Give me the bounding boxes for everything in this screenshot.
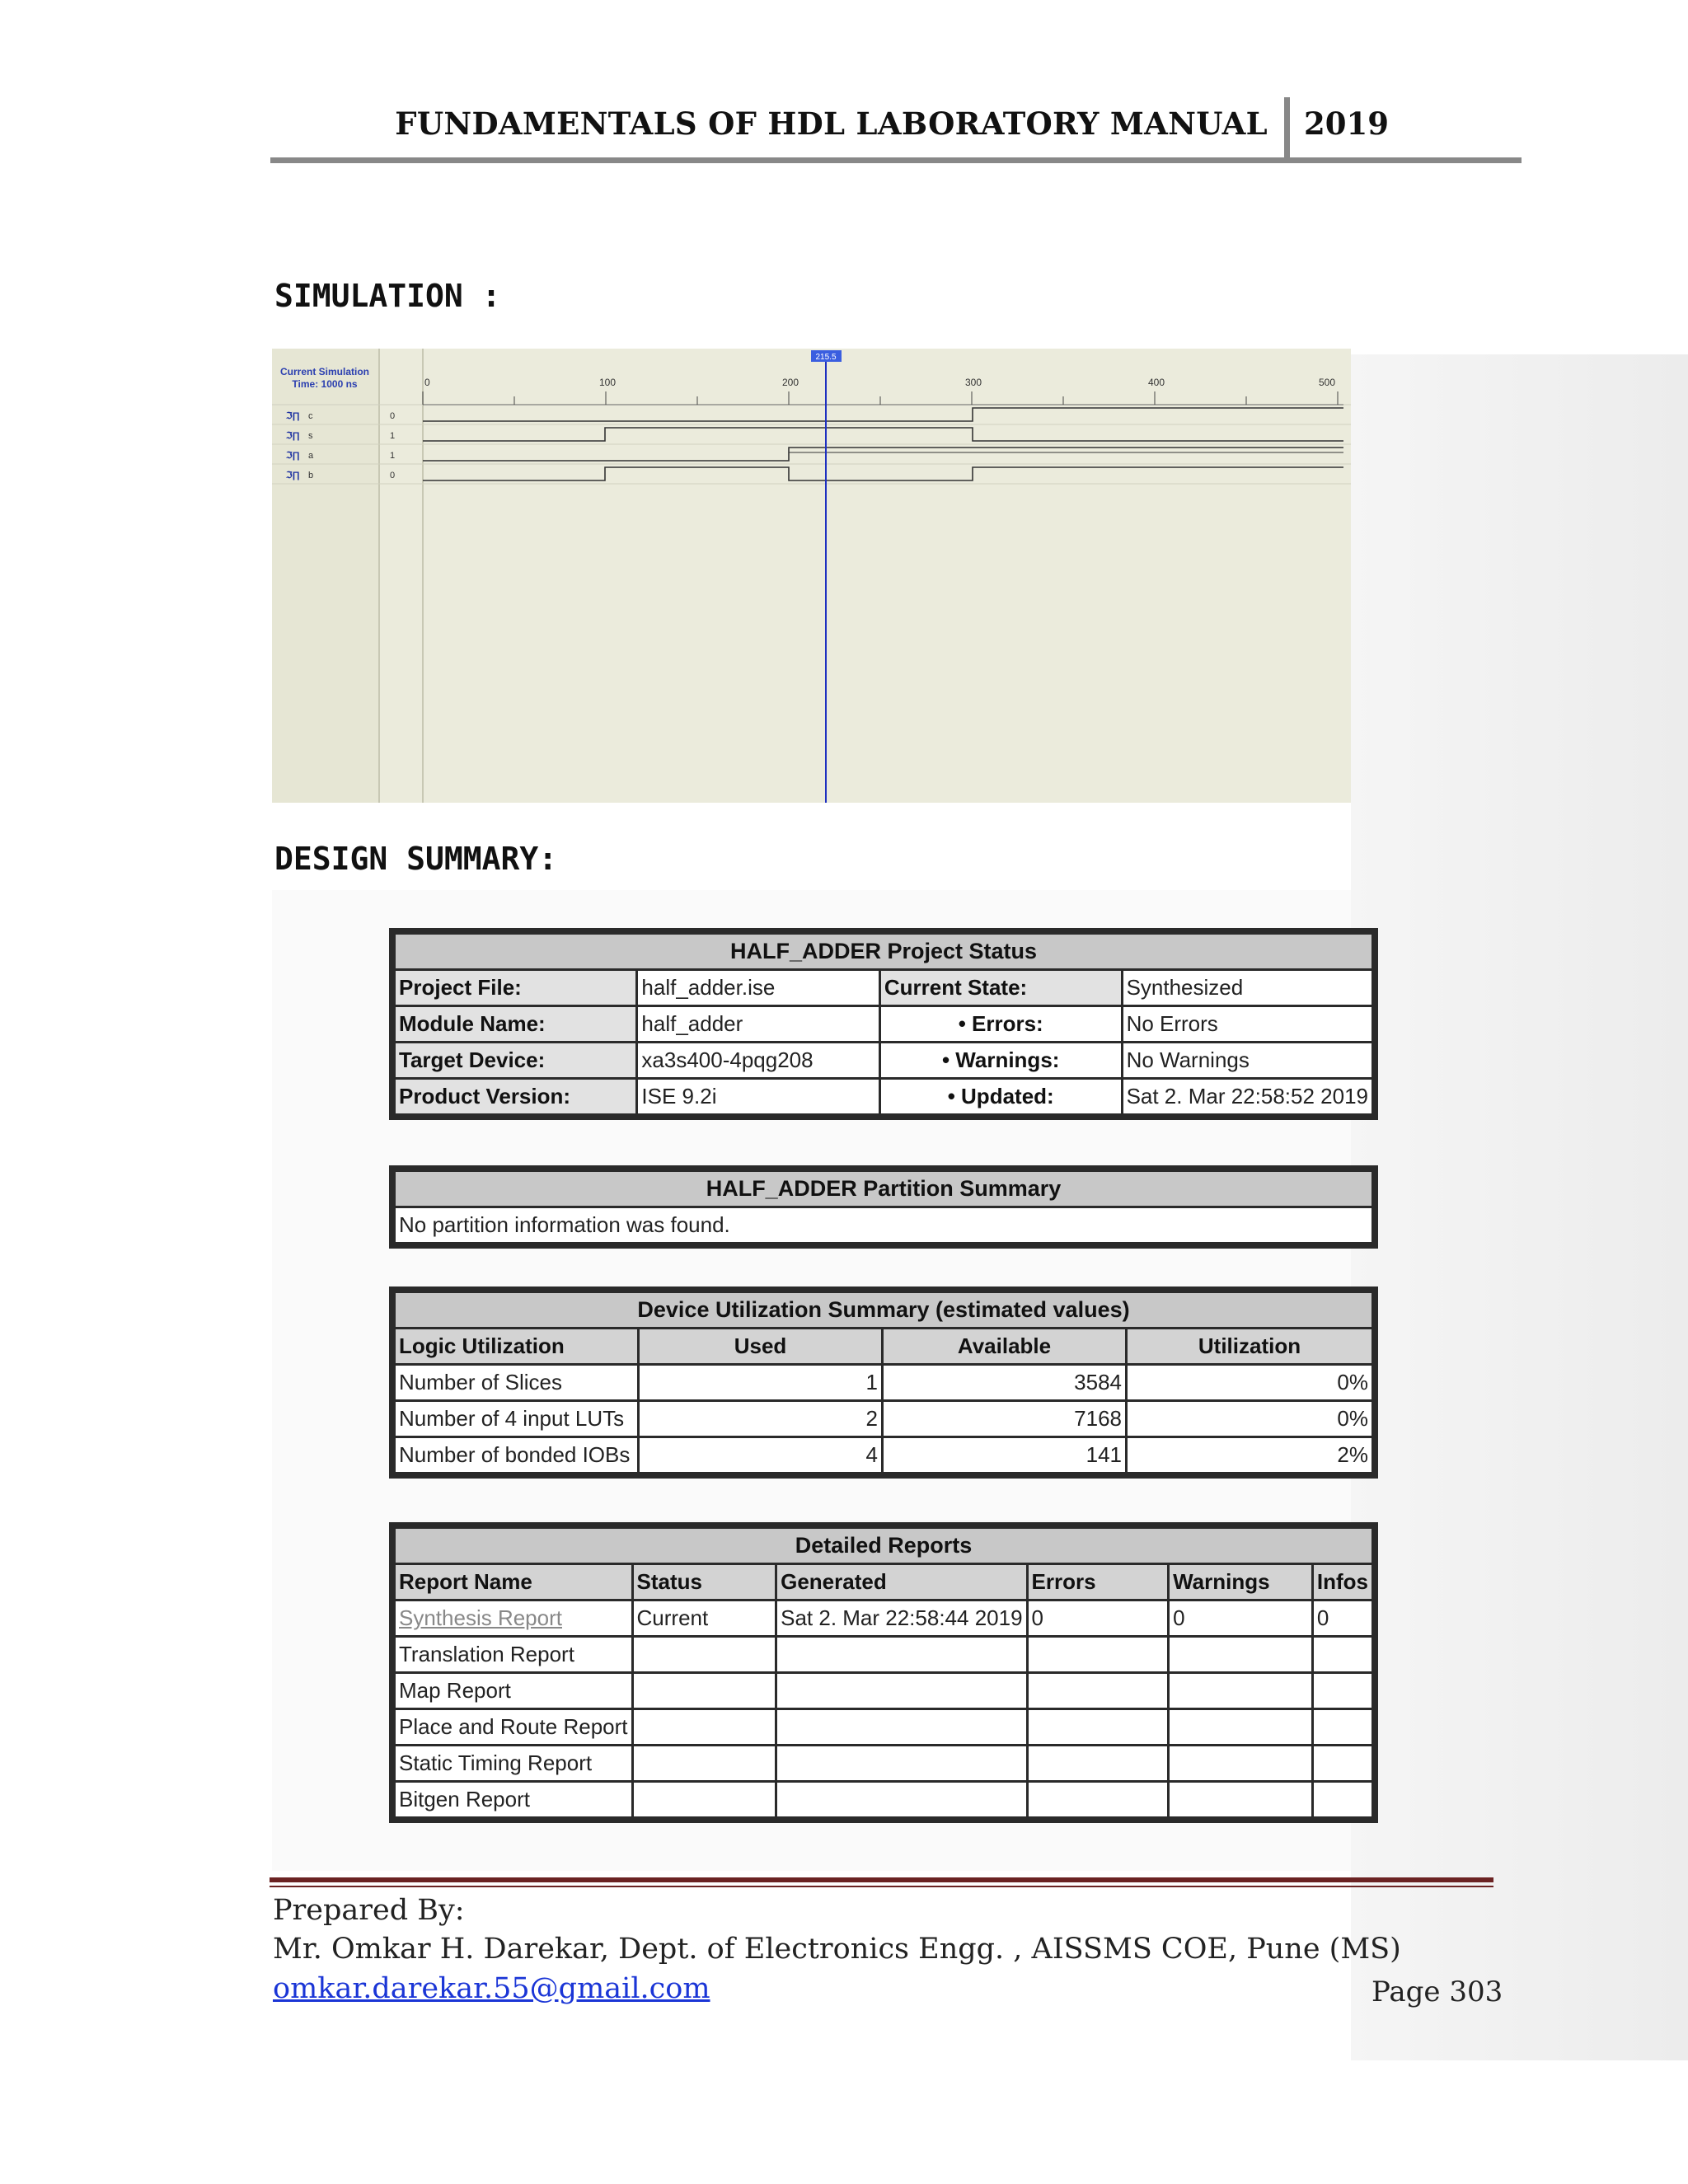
- cell-value: Sat 2. Mar 22:58:52 2019: [1122, 1079, 1372, 1115]
- table-caption: Device Utilization Summary (estimated values): [395, 1292, 1373, 1329]
- cell: Sat 2. Mar 22:58:44 2019: [776, 1601, 1027, 1637]
- cell: [1169, 1637, 1313, 1673]
- cell-label: • Errors:: [879, 1006, 1122, 1043]
- cell: [776, 1782, 1027, 1818]
- synthesis-report-link[interactable]: Synthesis Report: [395, 1601, 633, 1637]
- tick-label: 300: [965, 377, 982, 388]
- waveform-viewer: [272, 349, 1351, 803]
- sim-status-line1: Current Simulation: [279, 366, 370, 377]
- cell: Bitgen Report: [395, 1782, 633, 1818]
- cell-value: ISE 9.2i: [637, 1079, 879, 1115]
- cell: Place and Route Report: [395, 1709, 633, 1746]
- cell: [1312, 1637, 1372, 1673]
- cell: [1169, 1673, 1313, 1709]
- cell: [632, 1746, 776, 1782]
- cell: [1169, 1782, 1313, 1818]
- signal-value: 0: [390, 471, 396, 480]
- tick-label: 0: [424, 377, 430, 388]
- cell: [1027, 1673, 1169, 1709]
- column-header: Warnings: [1169, 1564, 1313, 1601]
- cell: Translation Report: [395, 1637, 633, 1673]
- cell: 3584: [883, 1365, 1127, 1401]
- column-header: Infos: [1312, 1564, 1372, 1601]
- column-header: Utilization: [1127, 1329, 1373, 1365]
- cell: Static Timing Report: [395, 1746, 633, 1782]
- cell: 1: [639, 1365, 883, 1401]
- signal-name: a: [308, 451, 314, 461]
- cell-label: Target Device:: [395, 1043, 637, 1079]
- signal-icon: ℑ∏: [286, 451, 300, 461]
- wave-b: [423, 467, 1343, 480]
- signal-value: 1: [390, 451, 396, 461]
- cell: [632, 1709, 776, 1746]
- table-row: [395, 1637, 1373, 1673]
- cell-value: Synthesized: [1122, 970, 1372, 1006]
- detailed-reports-table: [389, 1522, 1378, 1823]
- signal-icon: ℑ∏: [286, 471, 300, 480]
- header-year: 2019: [1304, 105, 1389, 142]
- table-row: [395, 1043, 1373, 1079]
- cell: 0: [1027, 1601, 1169, 1637]
- footer-author: Mr. Omkar H. Darekar, Dept. of Electronics Engg. , AISSMS COE, Pune (MS): [273, 1933, 1401, 1966]
- signal-value: 0: [390, 411, 396, 421]
- signal-name: c: [308, 411, 313, 421]
- partition-message: No partition information was found.: [395, 1207, 1373, 1244]
- table-row: [395, 1365, 1373, 1401]
- cell: [776, 1637, 1027, 1673]
- cell-value: xa3s400-4pqg208: [637, 1043, 879, 1079]
- tick-label: 500: [1319, 377, 1336, 388]
- side-shading: [1351, 354, 1688, 2060]
- tick-label: 100: [599, 377, 617, 388]
- page-header: [270, 97, 1522, 163]
- partition-summary-table: [389, 1165, 1378, 1249]
- cell-label: Current State:: [879, 970, 1122, 1006]
- cell: [1312, 1673, 1372, 1709]
- column-header: Available: [883, 1329, 1127, 1365]
- cell-value: half_adder: [637, 1006, 879, 1043]
- design-summary-heading: DESIGN SUMMARY:: [274, 841, 558, 877]
- table-row: [395, 1437, 1373, 1474]
- time-cursor[interactable]: [811, 350, 842, 803]
- cell: 141: [883, 1437, 1127, 1474]
- table-header-row: [395, 1564, 1373, 1601]
- table-caption: Detailed Reports: [395, 1528, 1373, 1564]
- simulation-heading: SIMULATION :: [274, 278, 501, 314]
- cell: 7168: [883, 1401, 1127, 1437]
- table-row: [395, 970, 1373, 1006]
- footer-rule: [270, 1877, 1493, 1882]
- table-caption: HALF_ADDER Project Status: [395, 934, 1373, 970]
- table-row: [395, 1601, 1373, 1637]
- signal-icon: ℑ∏: [286, 411, 300, 421]
- cell: [1312, 1782, 1372, 1818]
- column-header: Status: [632, 1564, 776, 1601]
- signal-name: s: [308, 431, 313, 441]
- column-header: Errors: [1027, 1564, 1169, 1601]
- cell: [1312, 1709, 1372, 1746]
- cell: 0%: [1127, 1401, 1373, 1437]
- cell: Number of bonded IOBs: [395, 1437, 639, 1474]
- header-divider: [1284, 97, 1290, 158]
- cell: Number of 4 input LUTs: [395, 1401, 639, 1437]
- cell-label: Project File:: [395, 970, 637, 1006]
- sim-status-line2: Time: 1000 ns: [292, 378, 358, 390]
- project-status-table: [389, 928, 1378, 1120]
- table-row: [395, 1006, 1373, 1043]
- tick-label: 200: [782, 377, 799, 388]
- footer-email-link[interactable]: omkar.darekar.55@gmail.com: [273, 1972, 710, 2005]
- cell: 2%: [1127, 1437, 1373, 1474]
- cell: 0: [1169, 1601, 1313, 1637]
- cell: Map Report: [395, 1673, 633, 1709]
- cell: [632, 1673, 776, 1709]
- signal-value: 1: [390, 431, 396, 441]
- cell: [1169, 1746, 1313, 1782]
- cell-label: Module Name:: [395, 1006, 637, 1043]
- cell-value: No Warnings: [1122, 1043, 1372, 1079]
- cell: Current: [632, 1601, 776, 1637]
- cell: Number of Slices: [395, 1365, 639, 1401]
- table-row: [395, 1782, 1373, 1818]
- footer-rule-thin: [270, 1886, 1493, 1887]
- wave-s: [423, 428, 1343, 441]
- table-caption: HALF_ADDER Partition Summary: [395, 1171, 1373, 1207]
- cell: [776, 1673, 1027, 1709]
- cell-value: No Errors: [1122, 1006, 1372, 1043]
- cell: [776, 1746, 1027, 1782]
- cell: [776, 1709, 1027, 1746]
- table-row: [395, 1079, 1373, 1115]
- device-utilization-table: [389, 1286, 1378, 1479]
- column-header: Report Name: [395, 1564, 633, 1601]
- column-header: Logic Utilization: [395, 1329, 639, 1365]
- wave-a: [423, 448, 1343, 461]
- header-title: FUNDAMENTALS OF HDL LABORATORY MANUAL: [395, 105, 1268, 142]
- signal-icon: ℑ∏: [286, 431, 300, 441]
- cell: [632, 1782, 776, 1818]
- cell: 0: [1312, 1601, 1372, 1637]
- table-row: [395, 1709, 1373, 1746]
- tick-label: 400: [1148, 377, 1165, 388]
- page-number: Page 303: [1372, 1975, 1503, 2008]
- time-ruler: [423, 377, 1343, 405]
- cell: [1169, 1709, 1313, 1746]
- cursor-label: 215.5: [815, 353, 837, 362]
- cell-label: Product Version:: [395, 1079, 637, 1115]
- cell-label: • Warnings:: [879, 1043, 1122, 1079]
- header-rule: [270, 157, 1522, 163]
- table-row: [395, 1746, 1373, 1782]
- cell-label: • Updated:: [879, 1079, 1122, 1115]
- table-row: [395, 1673, 1373, 1709]
- cell: [1312, 1746, 1372, 1782]
- cell: [1027, 1709, 1169, 1746]
- column-header: Generated: [776, 1564, 1027, 1601]
- cell: [632, 1637, 776, 1673]
- wave-c: [423, 408, 1343, 421]
- table-header-row: [395, 1329, 1373, 1365]
- column-header: Used: [639, 1329, 883, 1365]
- signal-name: b: [308, 471, 314, 480]
- cell-value: half_adder.ise: [637, 970, 879, 1006]
- cell: [1027, 1746, 1169, 1782]
- cell: [1027, 1637, 1169, 1673]
- footer-prepared-by: Prepared By:: [273, 1894, 465, 1927]
- cell: 2: [639, 1401, 883, 1437]
- cell: 0%: [1127, 1365, 1373, 1401]
- cell: [1027, 1782, 1169, 1818]
- table-row: [395, 1401, 1373, 1437]
- cell: 4: [639, 1437, 883, 1474]
